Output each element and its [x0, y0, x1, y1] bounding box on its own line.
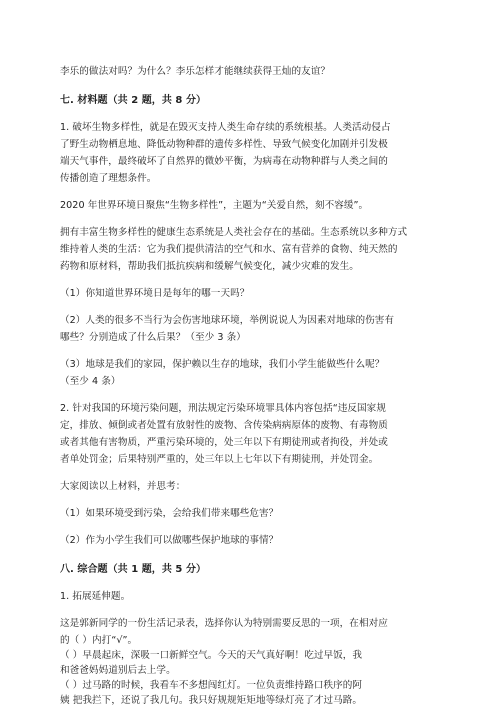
question-title: 1. 拓展延伸题。: [60, 591, 131, 602]
record-item-line: 姨 把我拦下，还说了我几句。我只好规规矩矩地等绿灯亮了才过马路。: [60, 695, 363, 706]
ecosystem-paragraph-line: 拥有丰富生物多样性的健康生态系统是人类社会存在的基础。生态系统以多种方式: [60, 227, 408, 238]
environment-day-line: 2020 年世界环境日聚焦“生物多样性”，主题为“关爱自然，刻不容缓”。: [60, 200, 369, 211]
section-heading-material: 七. 材料题（共 2 题，共 8 分）: [60, 95, 207, 106]
material-1-line: 端天气事件，最终破坏了自然界的微妙平衡，为病毒在动物种群与人类之间的: [60, 156, 388, 167]
record-item-line: （ ）过马路的时候，我看车不多想闯红灯。一位负责维持路口秩序的阿: [60, 680, 363, 691]
sub-question-1: （1）你知道世界环境日是每年的哪一天吗？: [60, 288, 250, 299]
question-prompt: 李乐的做法对吗？为什么？李乐怎样才能继续获得王灿的友谊？: [60, 66, 331, 77]
material-1-line: 1. 破坏生物多样性，就是在毁灭支持人类生命存续的系统根基。人类活动侵占: [60, 122, 391, 133]
record-intro-line: 的（ ）内打“√”。: [60, 635, 138, 646]
material-1-line: 了野生动物栖息地、降低动物种群的遗传多样性、导致气候变化加剧并引发极: [60, 139, 388, 150]
material-2-line: 或者其他有害物质，严重污染环境的，处三年以下有期徒刑或者拘役，并处或: [60, 437, 388, 448]
section-heading-comprehensive: 八. 综合题（共 1 题，共 5 分）: [60, 564, 207, 575]
material-2-line: 定，排放、倾倒或者处置有放射性的废物、含传染病病原体的废物、有毒物质: [60, 420, 388, 431]
material-1-line: 传播创造了理想条件。: [60, 173, 157, 184]
record-item-line: （ ）早晨起床，深吸一口新鲜空气。今天的天气真好啊！吃过早饭，我: [60, 650, 363, 661]
record-intro-line: 这是郭新同学的一份生活记录表，选择你认为特别需要反思的一项，在相对应: [60, 618, 388, 629]
reading-instruction: 大家阅读以上材料，并思考：: [60, 481, 186, 492]
sub-question-3: （至少 4 条）: [60, 376, 121, 387]
material-2-line: 2. 针对我国的环境污染问题，刑法规定污染环境罪具体内容包括“违反国家规: [60, 403, 386, 414]
sub-question-2: （2）人类的很多不当行为会伤害地球环境，举例说说人为因素对地球的伤害有: [60, 315, 395, 326]
sub-question-2: （2）作为小学生我们可以做哪些保护地球的事情？: [60, 535, 279, 546]
record-item-line: 和爸爸妈妈道别后去上学。: [60, 665, 176, 676]
ecosystem-paragraph-line: 维持着人类的生活：它为我们提供清洁的空气和水、富有营养的食物、纯天然的: [60, 244, 398, 255]
ecosystem-paragraph-line: 药物和原材料，帮助我们抵抗疾病和缓解气候变化，减少灾难的发生。: [60, 261, 359, 272]
sub-question-1: （1）如果环境受到污染，会给我们带来哪些危害？: [60, 508, 279, 519]
material-2-line: 者单处罚金；后果特别严重的，处三年以上七年以下有期徒刑，并处罚金。: [60, 454, 379, 465]
sub-question-2: 哪些？分别造成了什么后果？（至少 3 条）: [60, 332, 246, 343]
sub-question-3: （3）地球是我们的家园，保护赖以生存的地球，我们小学生能做些什么呢？: [60, 359, 385, 370]
